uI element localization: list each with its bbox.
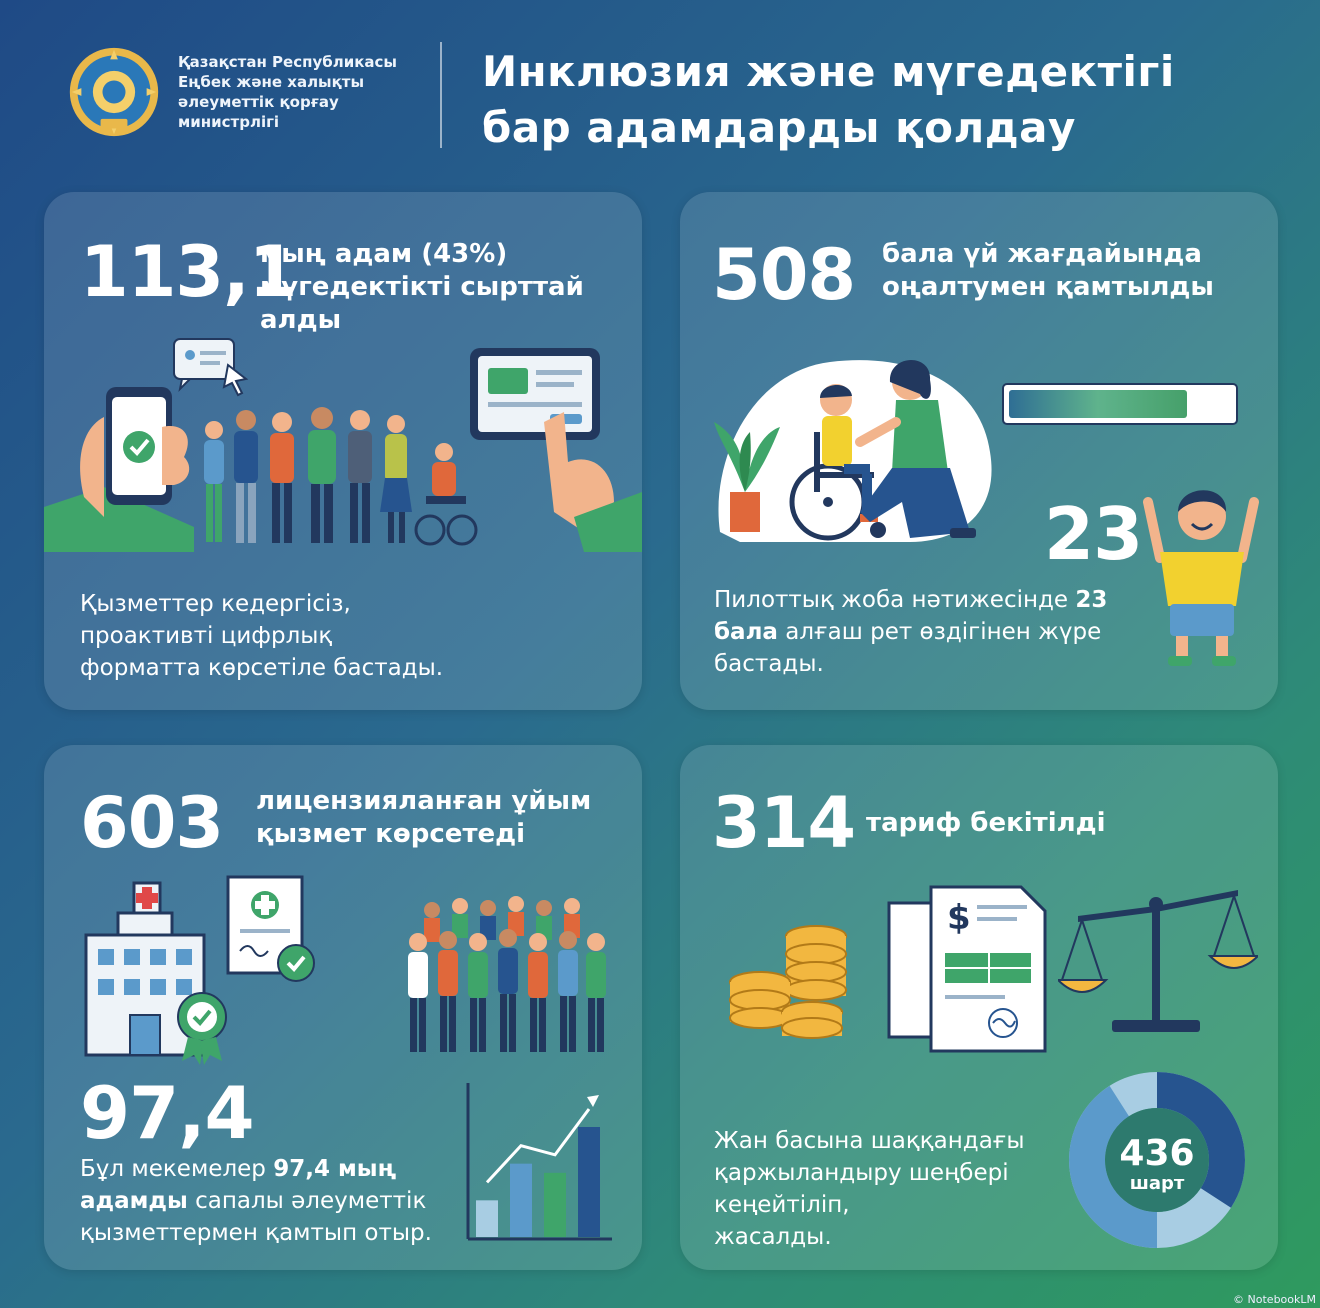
contracts-donut-chart bbox=[1062, 1065, 1252, 1255]
footer-credit: © NotebookLM bbox=[1233, 1293, 1316, 1306]
description-text: Пилоттық жоба нәтижесінде bbox=[714, 587, 1076, 613]
stat-label-line: қызмет көрсетеді bbox=[256, 819, 526, 849]
walking-child-icon bbox=[1140, 472, 1270, 672]
ministry-line: Еңбек және халықты bbox=[178, 73, 365, 91]
description-text: сапалы әлеуметтік bbox=[187, 1188, 427, 1214]
stat-label bbox=[256, 785, 591, 851]
wheelchair-rehab-scene-icon bbox=[710, 342, 1010, 547]
trend-arrow-icon bbox=[587, 1095, 599, 1107]
description-highlight: 97,4 мың bbox=[273, 1156, 397, 1182]
header bbox=[0, 0, 1320, 185]
trend-line bbox=[487, 1109, 589, 1182]
stat-label-line: бала үй жағдайында bbox=[882, 239, 1202, 269]
stat-label bbox=[260, 238, 584, 337]
description-line: Қызметтер кедергісіз, bbox=[80, 591, 351, 617]
donut-unit: шарт bbox=[1129, 1173, 1185, 1194]
card-online-disability bbox=[44, 192, 642, 710]
ministry-line: министрлігі bbox=[178, 113, 280, 131]
people-group-icon bbox=[194, 392, 484, 547]
progress-fill bbox=[1009, 390, 1187, 418]
stat-label-line: мүгедектікті сырттай bbox=[260, 272, 584, 302]
crowd-icon bbox=[402, 890, 612, 1055]
hospital-license-icon bbox=[78, 875, 328, 1065]
card-description bbox=[714, 584, 1107, 680]
chart-bar bbox=[544, 1173, 566, 1237]
ministry-line: әлеуметтік қорғау bbox=[178, 93, 339, 111]
svg-text:$: $ bbox=[947, 898, 971, 938]
title-line: Инклюзия және мүгедектігі bbox=[482, 47, 1175, 96]
secondary-stat-number: 97,4 bbox=[80, 1071, 254, 1155]
description-line: проактивті цифрлық bbox=[80, 623, 333, 649]
title-line: бар адамдарды қолдау bbox=[482, 103, 1076, 152]
ministry-name bbox=[178, 52, 397, 132]
description-highlight: 23 bbox=[1075, 587, 1108, 613]
stat-label-line: мың адам (43%) bbox=[260, 239, 508, 269]
card-description bbox=[80, 588, 443, 684]
description-line: форматта көрсетіле бастады. bbox=[80, 655, 444, 681]
chart-bar bbox=[476, 1200, 498, 1237]
page-title bbox=[482, 44, 1175, 156]
description-highlight: бала bbox=[714, 619, 778, 645]
ministry-line: Қазақстан Республикасы bbox=[178, 53, 397, 71]
stat-number: 508 bbox=[712, 234, 856, 316]
coins-icon bbox=[726, 920, 851, 1050]
description-line: бастады. bbox=[714, 651, 824, 677]
state-emblem-icon bbox=[66, 44, 162, 140]
stat-number: 314 bbox=[712, 782, 856, 864]
stat-label bbox=[866, 807, 1106, 840]
description-text: алғаш рет өздігінен жүре bbox=[777, 619, 1102, 645]
stat-label-line: тариф бекітілді bbox=[866, 808, 1106, 838]
card-licensed-orgs bbox=[44, 745, 642, 1270]
chart-bar bbox=[578, 1127, 600, 1237]
stat-label-line: алды bbox=[260, 305, 342, 335]
card-tariffs bbox=[680, 745, 1278, 1270]
description-text: Бұл мекемелер bbox=[80, 1156, 274, 1182]
rehab-progress-bar bbox=[1002, 383, 1238, 425]
stat-label-line: оңалтумен қамтылды bbox=[882, 272, 1214, 302]
stat-number: 113,1 bbox=[80, 231, 297, 313]
card-home-rehab bbox=[680, 192, 1278, 710]
chart-bar bbox=[510, 1164, 532, 1237]
description-line: Жан басына шаққандағы bbox=[714, 1128, 1025, 1154]
secondary-stat-number: 23 bbox=[1044, 492, 1143, 576]
growth-bar-chart bbox=[462, 1083, 612, 1243]
description-line: кеңейтіліп, bbox=[714, 1192, 850, 1218]
stat-label-line: лицензияланған ұйым bbox=[256, 786, 592, 816]
header-divider bbox=[440, 42, 442, 148]
card-description bbox=[80, 1153, 432, 1249]
scales-icon bbox=[1058, 880, 1258, 1040]
card-description bbox=[714, 1125, 1025, 1253]
tablet-in-hand-icon bbox=[464, 342, 642, 552]
description-line: жасалды. bbox=[714, 1224, 832, 1250]
description-line: қызметтермен қамтып отыр. bbox=[80, 1220, 432, 1246]
invoice-document-icon bbox=[885, 883, 1055, 1053]
description-highlight: адамды bbox=[80, 1188, 188, 1214]
stat-number: 603 bbox=[80, 782, 224, 864]
chat-bubble-icon bbox=[172, 337, 252, 397]
description-line: қаржыландыру шеңбері bbox=[714, 1160, 1009, 1186]
stat-label bbox=[882, 238, 1214, 304]
donut-number: 436 bbox=[1119, 1133, 1195, 1174]
